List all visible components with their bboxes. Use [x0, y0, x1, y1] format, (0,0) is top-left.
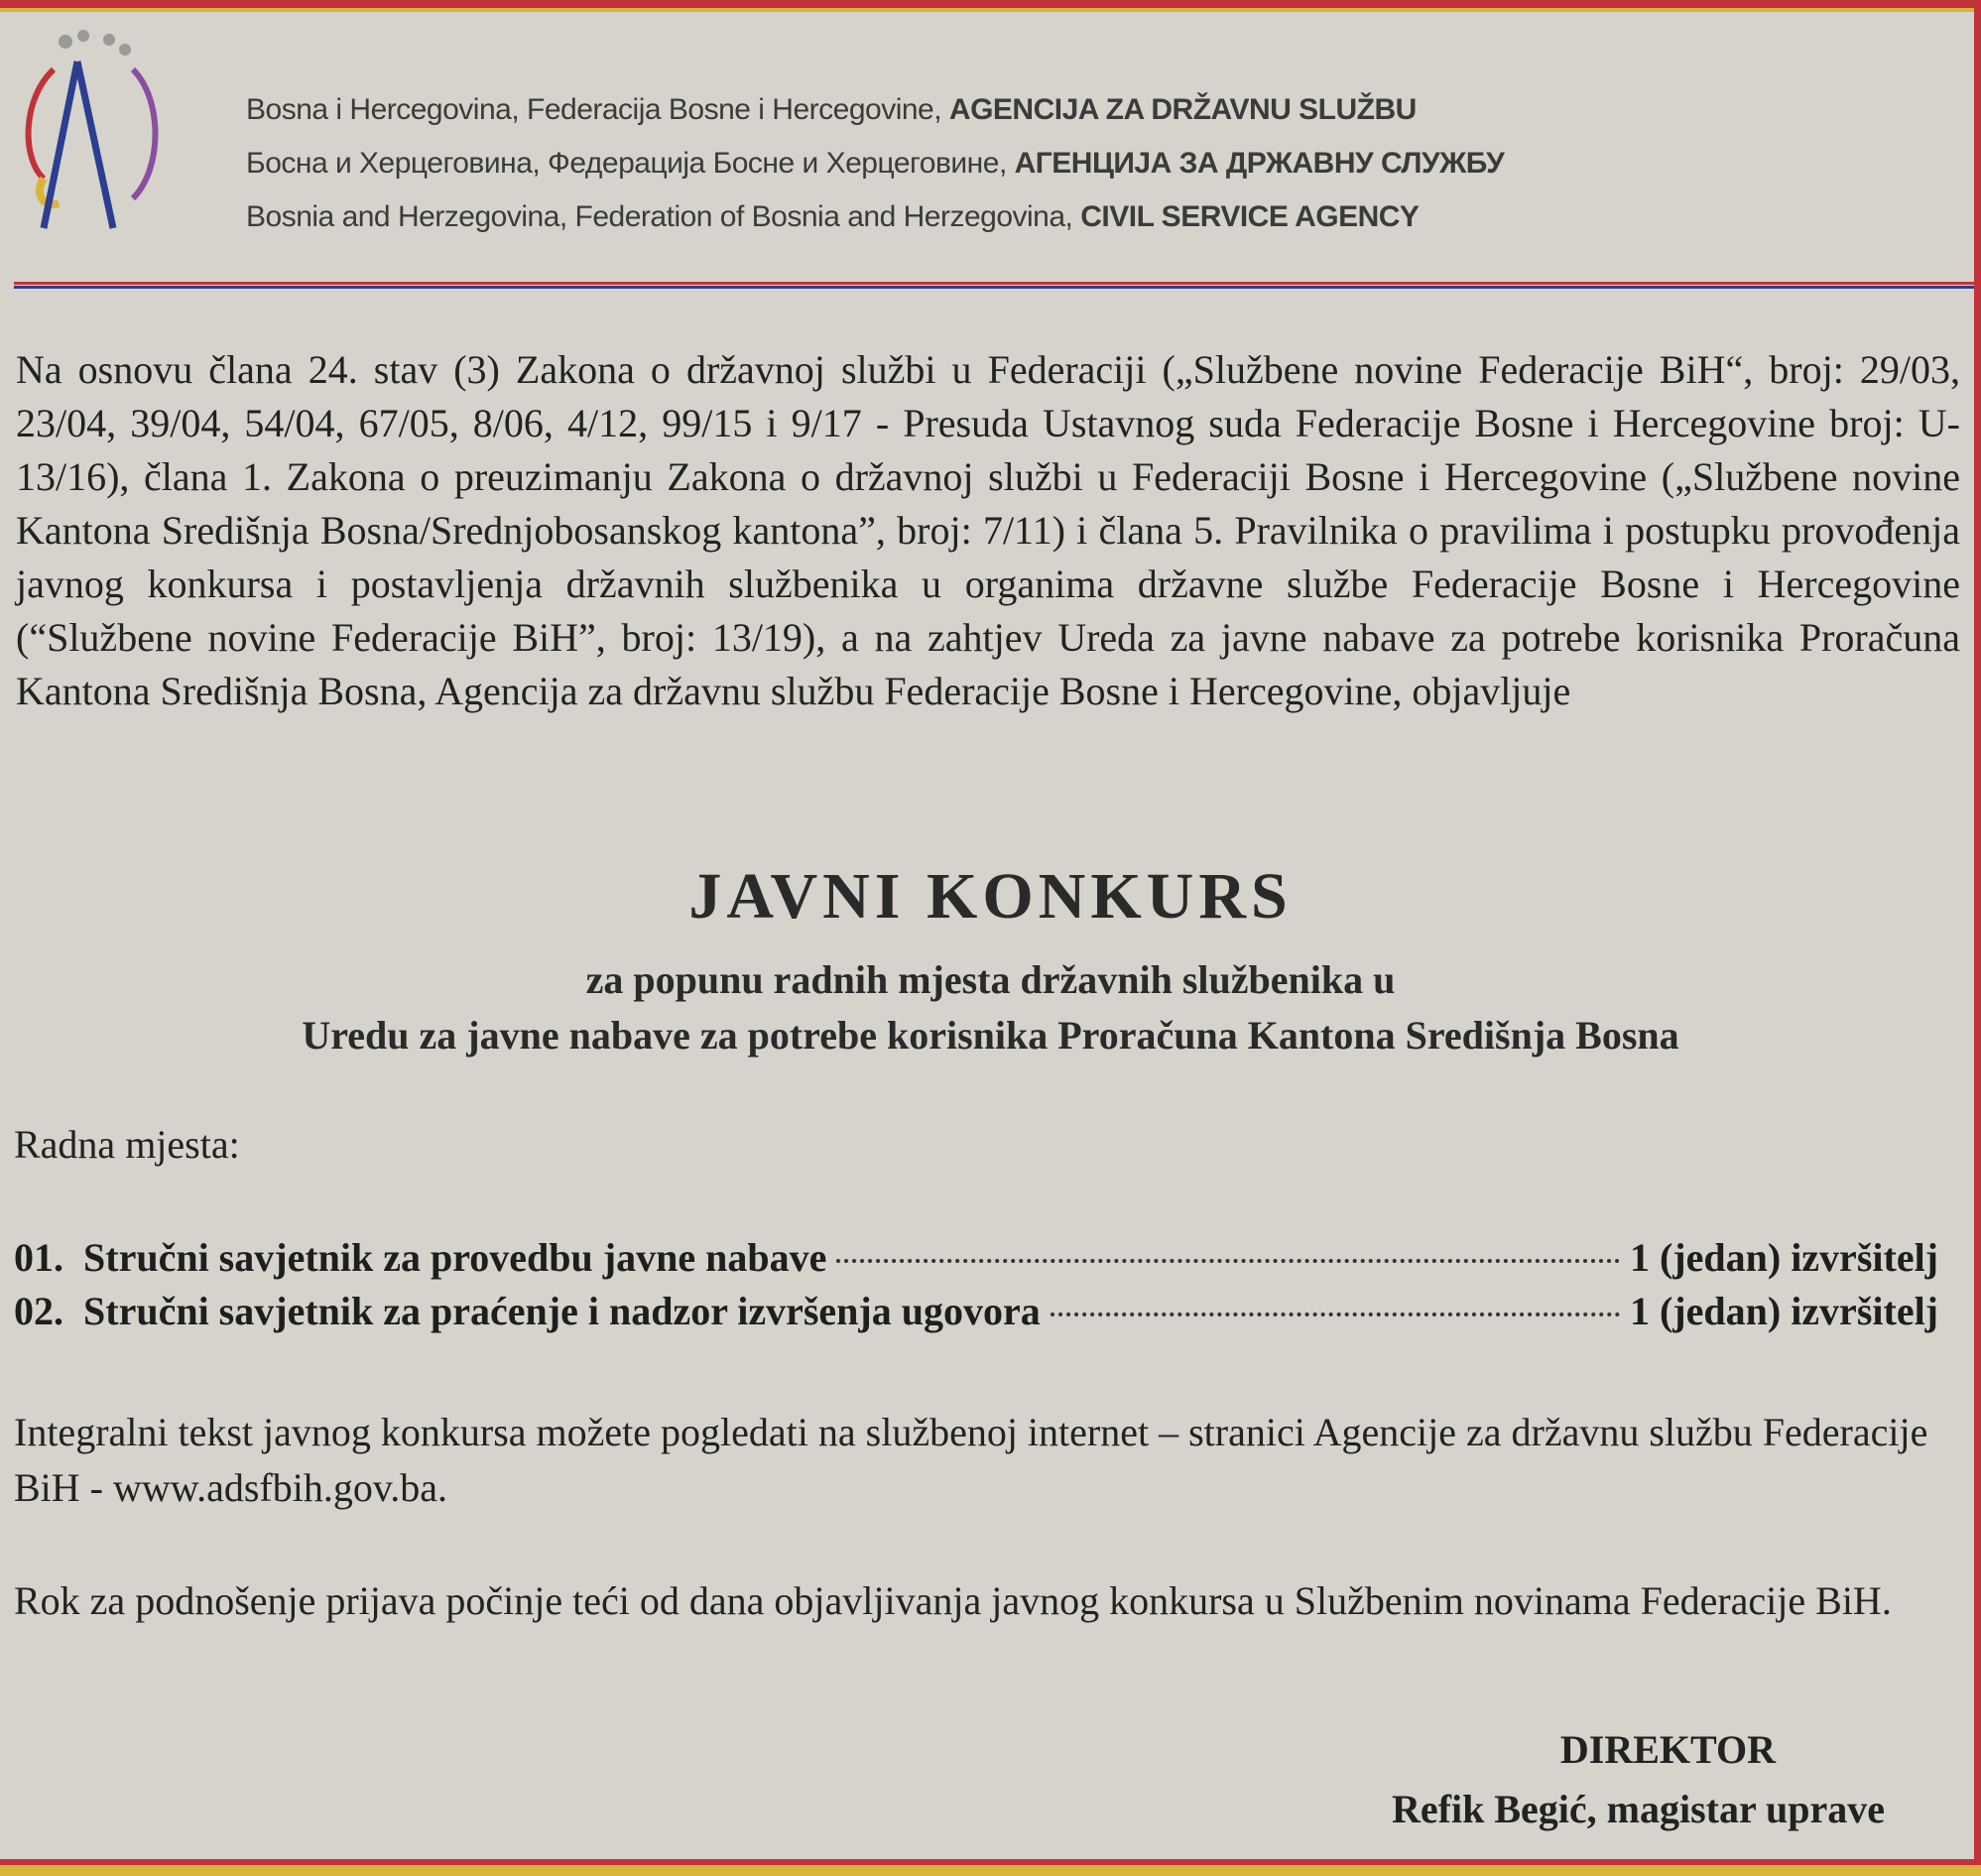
- intro-paragraph: Na osnovu člana 24. stav (3) Zakona o državnoj službi u Federaciji („Službene novine Federacije BiH“, broj: 29/03, 23/04, 39/04, 54/04, 67/05, 8/06, 4/12, 99/15 i 9/17 - Presuda Ustavnog suda Federacije Bosne i Hercegovine broj: U-13/16), člana 1. Zakona o preuzimanju Zakona o državnoj službi u Federaciji Bosne i Hercegovine („Službene novine Kantona Središnja Bosna/Srednjobosanskog kantona”, broj: 7/11) i člana 5. Pravilnika o pravilima i postupku provođenja javnog konkursa i postavljenja državnih službenika u organima državne službe Federacije Bosne i Hercegovine (“Službene novine Federacije BiH”, broj: 13/19), a na zahtjev Ureda za javne nabave za potrebe korisnika Proračuna Kantona Središnja Bosna, Agencija za državnu službu Federacije Bosne i Hercegovine, objavljuje: [16, 347, 1960, 713]
- signature-block: [1190, 1720, 1885, 1839]
- integral-text-paragraph: Integralni tekst javnog konkursa možete pogledati na službenoj internet – stranici Agencije za državnu službu Federacije BiH - www.adsfbih.gov.ba.: [14, 1410, 1928, 1510]
- leader-dots: [836, 1259, 1620, 1263]
- header-rule-red: [14, 282, 1974, 285]
- header-bosnian-text: Bosna i Hercegovina, Federacija Bosne i Hercegovine,: [246, 93, 949, 126]
- position-number: 02.: [14, 1289, 63, 1333]
- right-border: [1974, 0, 1981, 1876]
- header-line-bosnian: [246, 83, 1932, 137]
- signature-title: DIREKTOR: [1559, 1727, 1776, 1772]
- leader-dots: [1051, 1313, 1620, 1316]
- notice-title: JAVNI KONKURS: [688, 860, 1293, 933]
- notice-subtitle: [0, 952, 1981, 1063]
- subtitle-line-1: za popunu radnih mjesta državnih službenika u: [585, 957, 1396, 1002]
- position-title: Stručni savjetnik za provedbu javne nabave: [83, 1235, 827, 1280]
- top-border: [0, 0, 1981, 8]
- agency-header: [246, 83, 1932, 244]
- header-rule-blue: [14, 286, 1974, 289]
- position-number: 01.: [14, 1235, 63, 1280]
- position-count: 1 (jedan) izvršitelj: [1629, 1289, 1938, 1333]
- header-line-english: [246, 190, 1932, 244]
- signature-name: Refik Begić, magistar uprave: [1392, 1787, 1885, 1831]
- position-count: 1 (jedan) izvršitelj: [1629, 1235, 1938, 1280]
- header-english-agency: CIVIL SERVICE AGENCY: [1080, 200, 1420, 233]
- top-border-accent: [0, 8, 1981, 12]
- bottom-border-accent: [0, 1865, 1981, 1876]
- header-line-serbian: [246, 137, 1932, 190]
- position-row: [14, 1234, 1938, 1281]
- position-row: [14, 1288, 1938, 1334]
- header-bosnian-agency: AGENCIJA ZA DRŽAVNU SLUŽBU: [948, 93, 1417, 126]
- positions-label: Radna mjesta:: [14, 1122, 240, 1167]
- deadline-paragraph: Rok za podnošenje prijava počinje teći od dana objavljivanja javnog konkursa u Službenim novinama Federacije BiH.: [14, 1578, 1892, 1623]
- header-serbian-agency: АГЕНЦИЈА ЗА ДРЖАВНУ СЛУЖБУ: [1014, 147, 1505, 180]
- subtitle-line-2: Uredu za javne nabave za potrebe korisnika Proračuna Kantona Središnja Bosna: [302, 1013, 1679, 1058]
- header-serbian-text: Босна и Херцеговина, Федерација Босне и Херцеговине,: [246, 147, 1015, 180]
- position-title: Stručni savjetnik za praćenje i nadzor izvršenja ugovora: [83, 1289, 1041, 1333]
- agency-logo-icon: [14, 30, 212, 258]
- header-english-text: Bosnia and Herzegovina, Federation of Bosnia and Herzegovina,: [246, 200, 1081, 233]
